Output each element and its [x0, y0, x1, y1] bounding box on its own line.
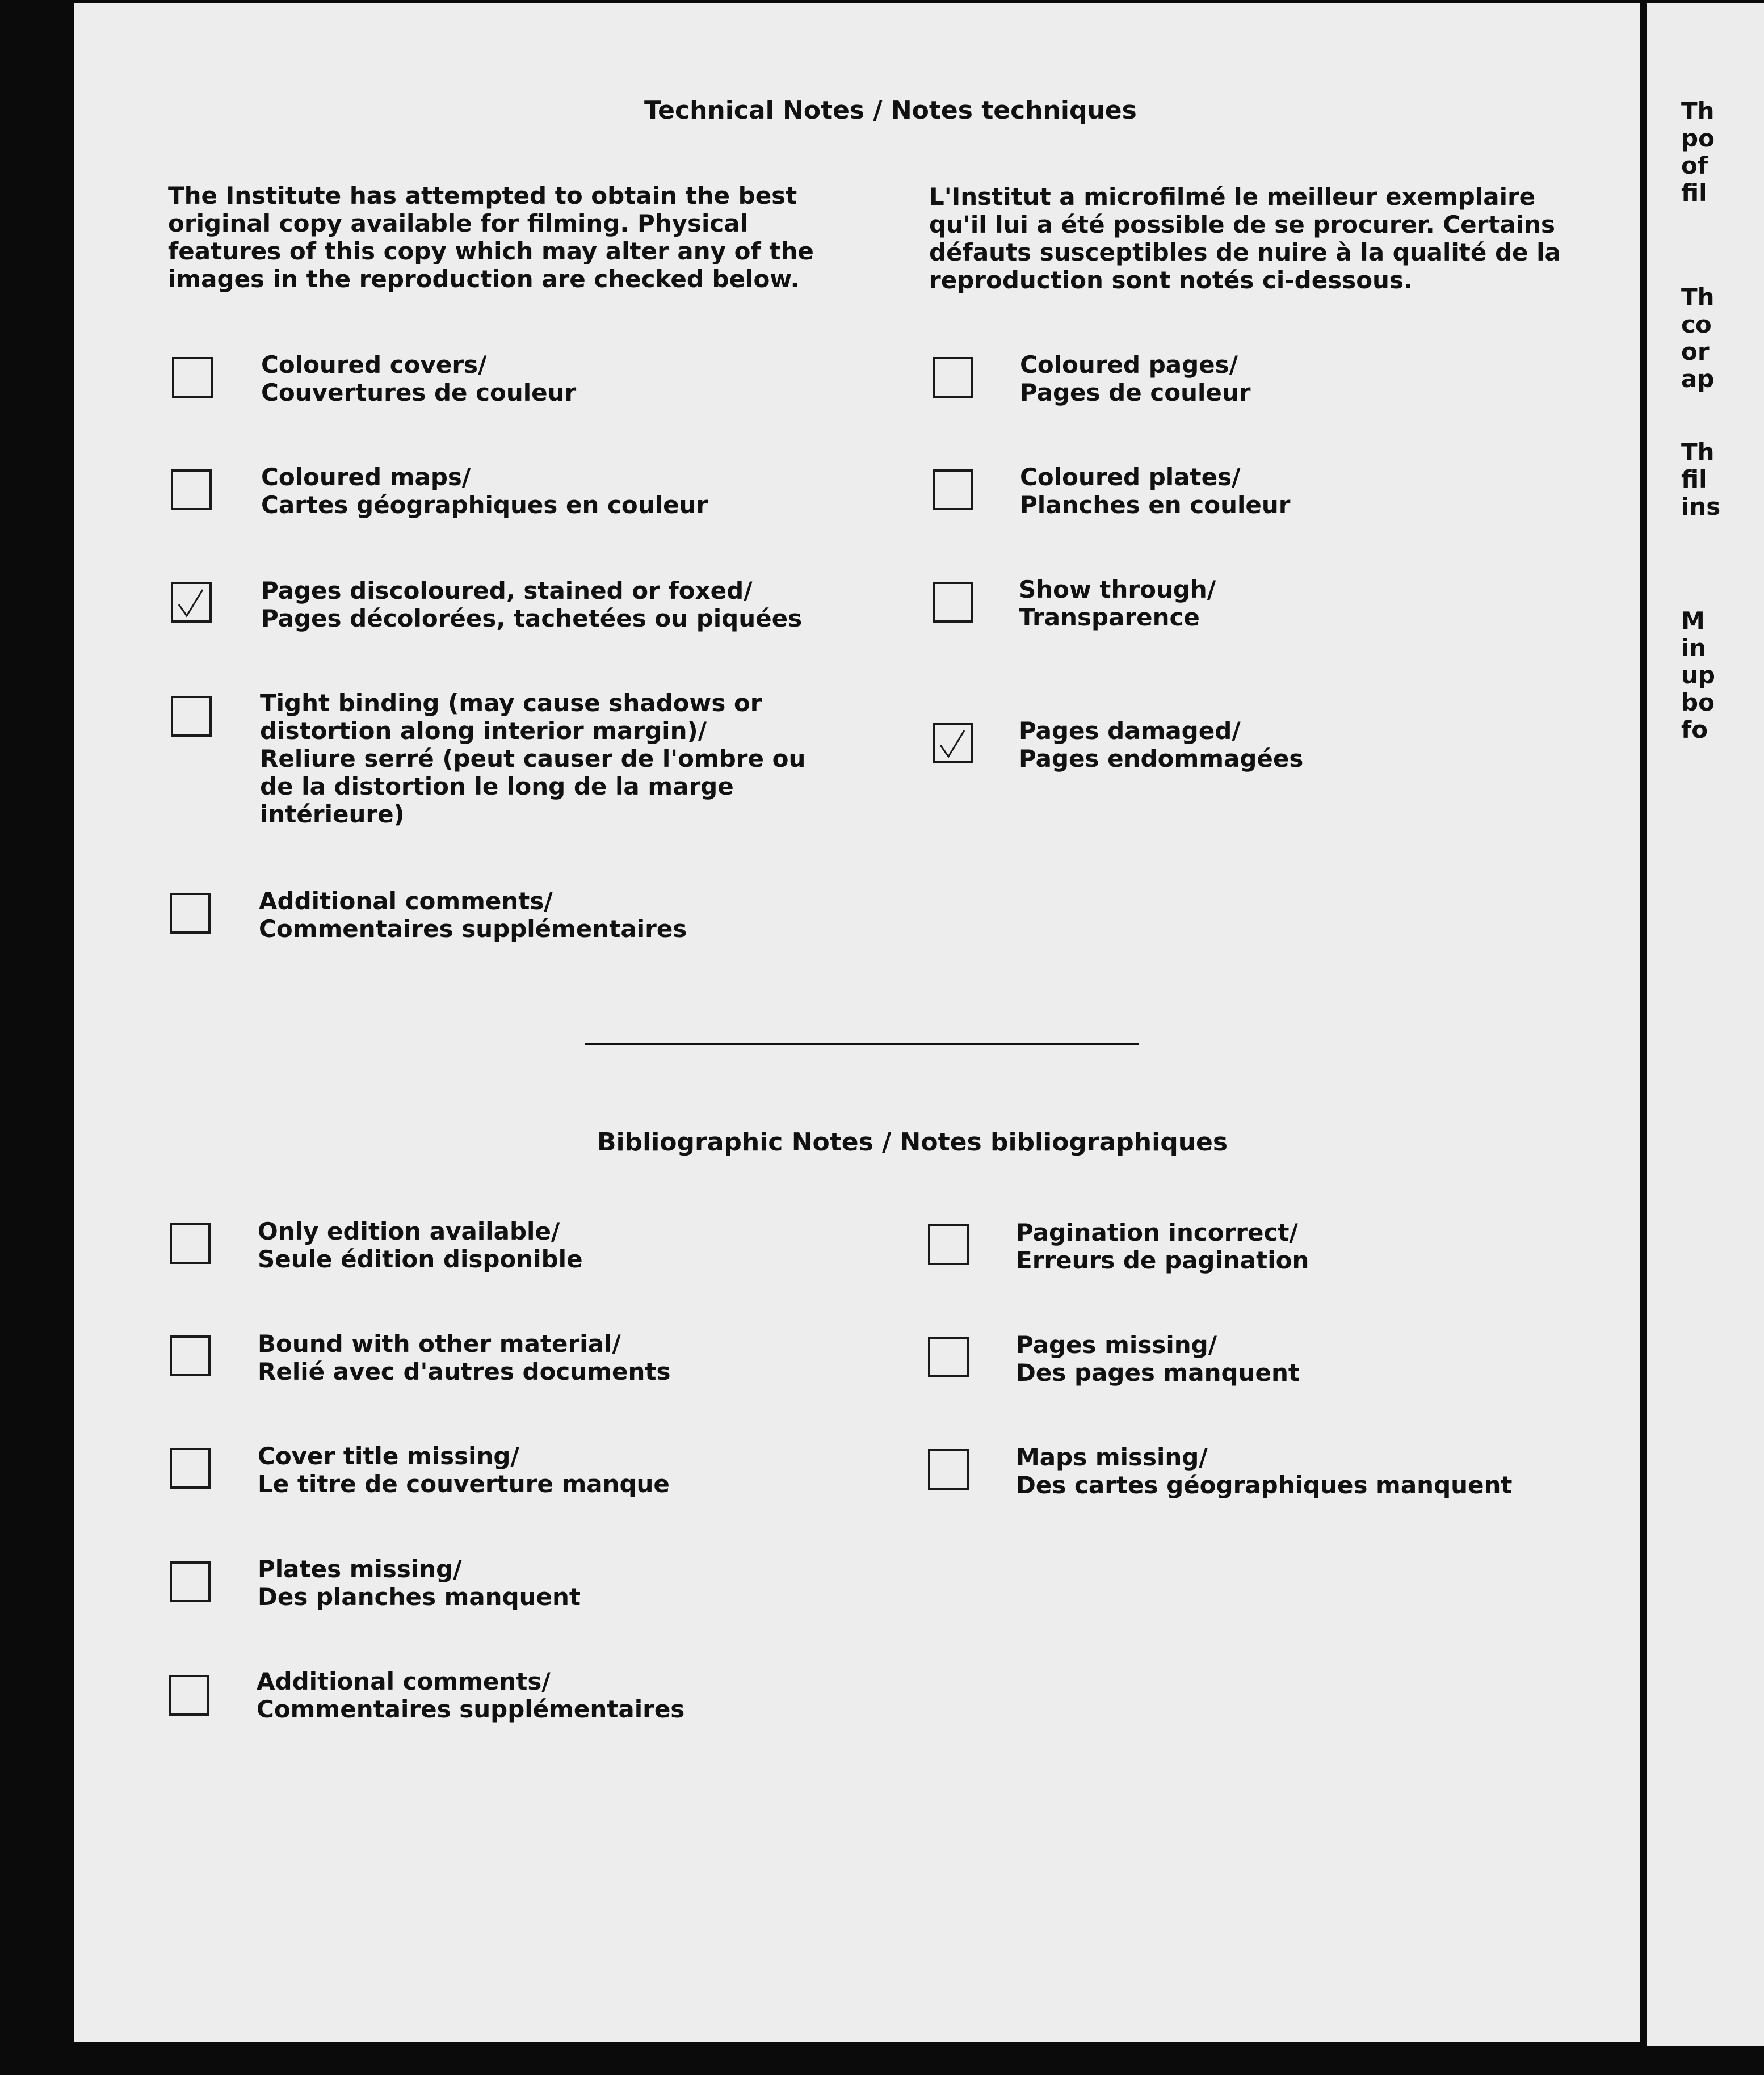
checkbox[interactable] — [170, 1561, 211, 1602]
checkbox-label: Pages damaged/ Pages endommagées — [1019, 717, 1304, 772]
checkbox[interactable] — [170, 893, 211, 934]
checkbox[interactable] — [928, 1449, 969, 1490]
checkbox-label: Pages missing/ Des pages manquent — [1016, 1331, 1300, 1387]
checkbox-label: Tight binding (may cause shadows or distortion along interior margin)/ Reliure serré (peut causer de l'ombre ou de la distortion le long de la marge intérieure) — [260, 689, 806, 828]
checkbox[interactable] — [169, 1675, 209, 1716]
checkbox-label: Pagination incorrect/ Erreurs de pagination — [1016, 1219, 1309, 1274]
checkbox[interactable] — [171, 582, 212, 623]
checkmark-icon — [938, 728, 968, 760]
checkbox-label: Coloured covers/ Couvertures de couleur — [261, 351, 577, 406]
checkbox-label: Additional comments/ Commentaires supplémentaires — [257, 1667, 685, 1723]
checkbox-label: Bound with other material/ Relié avec d'autres documents — [258, 1330, 671, 1385]
adjacent-page-text-fragment: M in up bo fo — [1681, 607, 1715, 744]
checkbox[interactable] — [928, 1337, 969, 1377]
adjacent-page-text-fragment: Th fil ins — [1681, 438, 1721, 520]
checkbox[interactable] — [928, 1224, 969, 1265]
checkbox[interactable] — [170, 1335, 211, 1376]
checkbox-label: Plates missing/ Des planches manquent — [258, 1555, 581, 1611]
checkbox-label: Coloured plates/ Planches en couleur — [1020, 463, 1291, 519]
checkbox-label: Maps missing/ Des cartes géographiques manquent — [1016, 1443, 1513, 1499]
checkbox[interactable] — [933, 469, 973, 510]
checkbox[interactable] — [171, 469, 212, 510]
technical-intro-en: The Institute has attempted to obtain the best original copy available for filming. Physical features of this copy which may alter any of the images in the reproduction are checked below. — [168, 182, 814, 293]
checkbox[interactable] — [170, 1223, 211, 1264]
checkbox-label: Coloured maps/ Cartes géographiques en couleur — [261, 463, 708, 519]
checkbox-label: Cover title missing/ Le titre de couverture manque — [258, 1442, 670, 1498]
notes-page — [74, 3, 1640, 2042]
checkbox-label: Pages discoloured, stained or foxed/ Pages décolorées, tachetées ou piquées — [261, 577, 803, 632]
adjacent-page-text-fragment: Th co or ap — [1681, 283, 1715, 393]
adjacent-page-text-fragment: Th po of fil — [1681, 97, 1715, 207]
checkbox[interactable] — [170, 1448, 211, 1489]
technical-notes-title: Technical Notes / Notes techniques — [644, 96, 1137, 125]
checkbox[interactable] — [933, 582, 973, 623]
checkbox-label: Coloured pages/ Pages de couleur — [1020, 351, 1251, 406]
checkbox[interactable] — [172, 357, 213, 398]
checkbox-label: Additional comments/ Commentaires supplémentaires — [259, 887, 687, 943]
checkbox-label: Only edition available/ Seule édition disponible — [258, 1217, 583, 1273]
section-divider — [585, 1043, 1139, 1045]
checkbox[interactable] — [171, 696, 212, 737]
bibliographic-notes-title: Bibliographic Notes / Notes bibliographiques — [597, 1128, 1228, 1157]
checkbox[interactable] — [933, 357, 973, 398]
technical-intro-fr: L'Institut a microfilmé le meilleur exemplaire qu'il lui a été possible de se procurer. Certains défauts susceptibles de nuire à la qualité de la reproduction sont notés ci-dessous. — [929, 183, 1561, 294]
checkmark-icon — [177, 587, 206, 619]
checkbox-label: Show through/ Transparence — [1019, 576, 1216, 631]
checkbox[interactable] — [933, 723, 973, 763]
